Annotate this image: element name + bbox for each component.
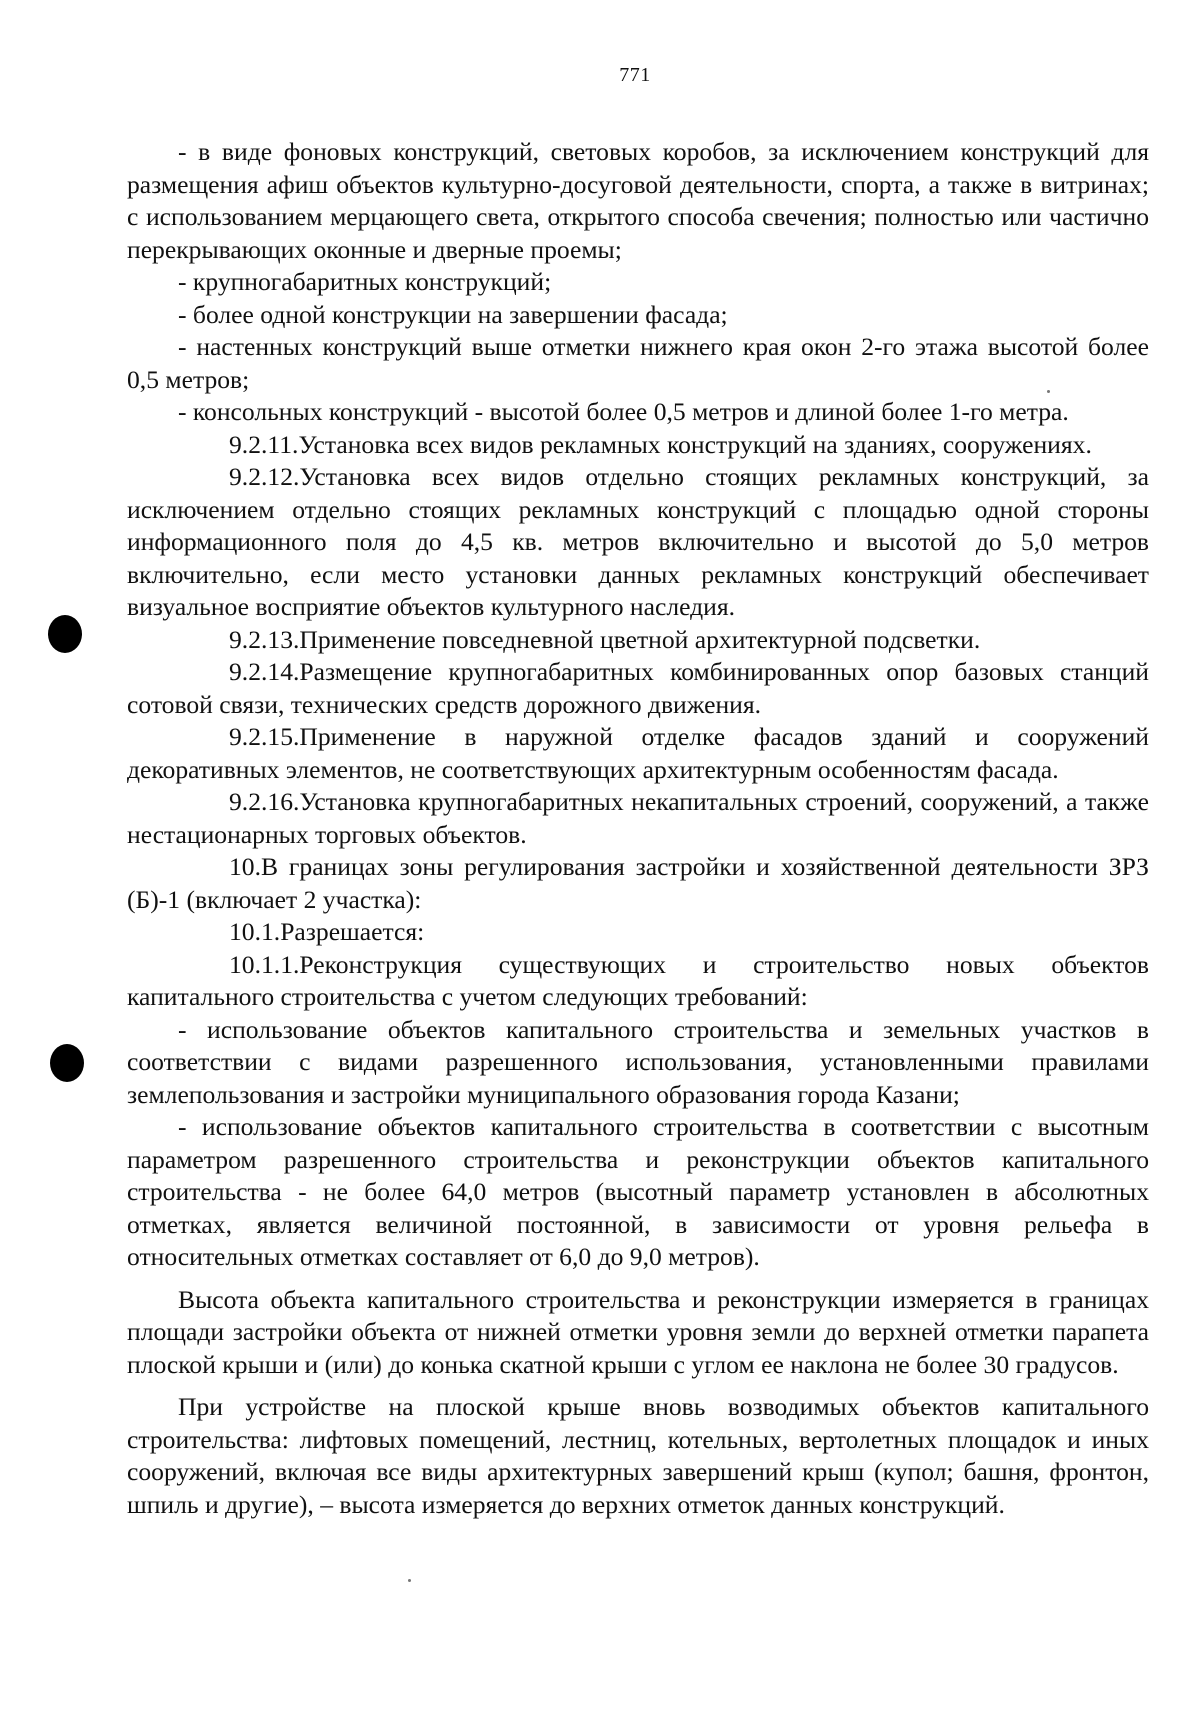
clause — [127, 786, 1149, 851]
section-heading — [127, 851, 1149, 916]
clause-text: Разрешается: — [280, 917, 425, 946]
clause-number: 9.2.12. — [229, 462, 300, 491]
page-number: 771 — [619, 64, 651, 86]
clause-text: Размещение крупногабаритных комбинированных опор базовых станций сотовой связи, технических средств дорожного движения. — [127, 657, 1149, 719]
clause — [127, 461, 1149, 624]
punch-hole-mark — [48, 615, 82, 653]
paragraph: - использование объектов капитального строительства в соответствии с высотным параметром разрешенного строительства и реконструкции объектов капитального строительства - не более 64,0 метров (высотный параметр установлен в абсолютных отметках, является величиной постоянной, в зависимости от уровня рельефа в относительных отметках составляет от 6,0 до 9,0 метров). — [127, 1112, 1149, 1271]
clause-text: Установка всех видов отдельно стоящих рекламных конструкций, за исключением отдельно стоящих рекламных конструкций с площадью одной стороны информационного поля до 4,5 кв. метров включительно и высотой до 5,0 метров включительно, если место установки данных рекламных конструкций обеспечивает визуальное восприятие объектов культурного наследия. — [127, 462, 1149, 621]
clause-number: 9.2.11. — [229, 429, 299, 459]
paragraph: При устройстве на плоской крыше вновь возводимых объектов капитального строительства: лифтовых помещений, лестниц, котельных, вертолетных площадок и иных сооружений, включая все виды архитектурных завершений крыш (купол; башня, фронтон, шпиль и другие), – высота измеряется до верхних отметок данных конструкций. — [127, 1392, 1149, 1519]
clause-text: В границах зоны регулирования застройки и хозяйственной деятельности ЗРЗ (Б)-1 (включает 2 участка): — [127, 852, 1149, 914]
clause-number: 9.2.13. — [229, 624, 300, 654]
paragraph: Высота объекта капитального строительства и реконструкции измеряется в границах площади застройки объекта от нижней отметки уровня земли до верхней отметки парапета плоской крыши и (или) до конька скатной крыши с углом ее наклона не более 30 градусов. — [127, 1284, 1149, 1379]
clause — [127, 624, 1149, 657]
clause-number: 10.1. — [229, 917, 281, 946]
paragraph: - настенных конструкций выше отметки нижнего края окон 2-го этажа высотой более 0,5 метров; — [127, 332, 1149, 394]
clause — [127, 949, 1149, 1014]
paragraph: - в виде фоновых конструкций, световых коробов, за исключением конструкций для размещения афиш объектов культурно-досуговой деятельности, спорта, а также в витринах; с использованием мерцающего света, открытого способа свечения; полностью или частично перекрывающих оконные и дверные проемы; — [127, 137, 1149, 264]
clause — [127, 429, 1149, 462]
paragraph: - консольных конструкций - высотой более 0,5 метров и длиной более 1-го метра. — [178, 397, 1069, 426]
clause-number: 10. — [229, 852, 261, 881]
clause-text: Применение повседневной цветной архитектурной подсветки. — [299, 624, 981, 654]
clause-number: 10.1.1. — [229, 949, 300, 979]
paragraph: - крупногабаритных конструкций; — [178, 267, 552, 296]
clause-number: 9.2.15. — [229, 722, 300, 751]
clause — [127, 916, 1149, 949]
clause-number: 9.2.16. — [229, 787, 300, 816]
clause-number: 9.2.14. — [229, 657, 300, 686]
clause-text: Применение в наружной отделке фасадов зданий и сооружений декоративных элементов, не соответствующих архитектурным особенностям фасада. — [127, 722, 1149, 784]
clause-text: Установка всех видов рекламных конструкций на зданиях, сооружениях. — [298, 429, 1092, 459]
document-body — [127, 136, 1149, 1521]
punch-hole-mark — [50, 1044, 84, 1082]
clause-text: Установка крупногабаритных некапитальных строений, сооружений, а также нестационарных торговых объектов. — [127, 787, 1149, 849]
clause-text: Реконструкция существующих и строительство новых объектов капитального строительства с учетом следующих требований: — [127, 949, 1149, 1011]
paragraph: - использование объектов капитального строительства и земельных участков в соответствии с видами разрешенного использования, установленными правилами землепользования и застройки муниципального образования города Казани; — [127, 1014, 1149, 1109]
clause — [127, 656, 1149, 721]
scan-speck — [408, 1579, 411, 1582]
clause — [127, 721, 1149, 786]
paragraph: - более одной конструкции на завершении фасада; — [178, 299, 728, 329]
